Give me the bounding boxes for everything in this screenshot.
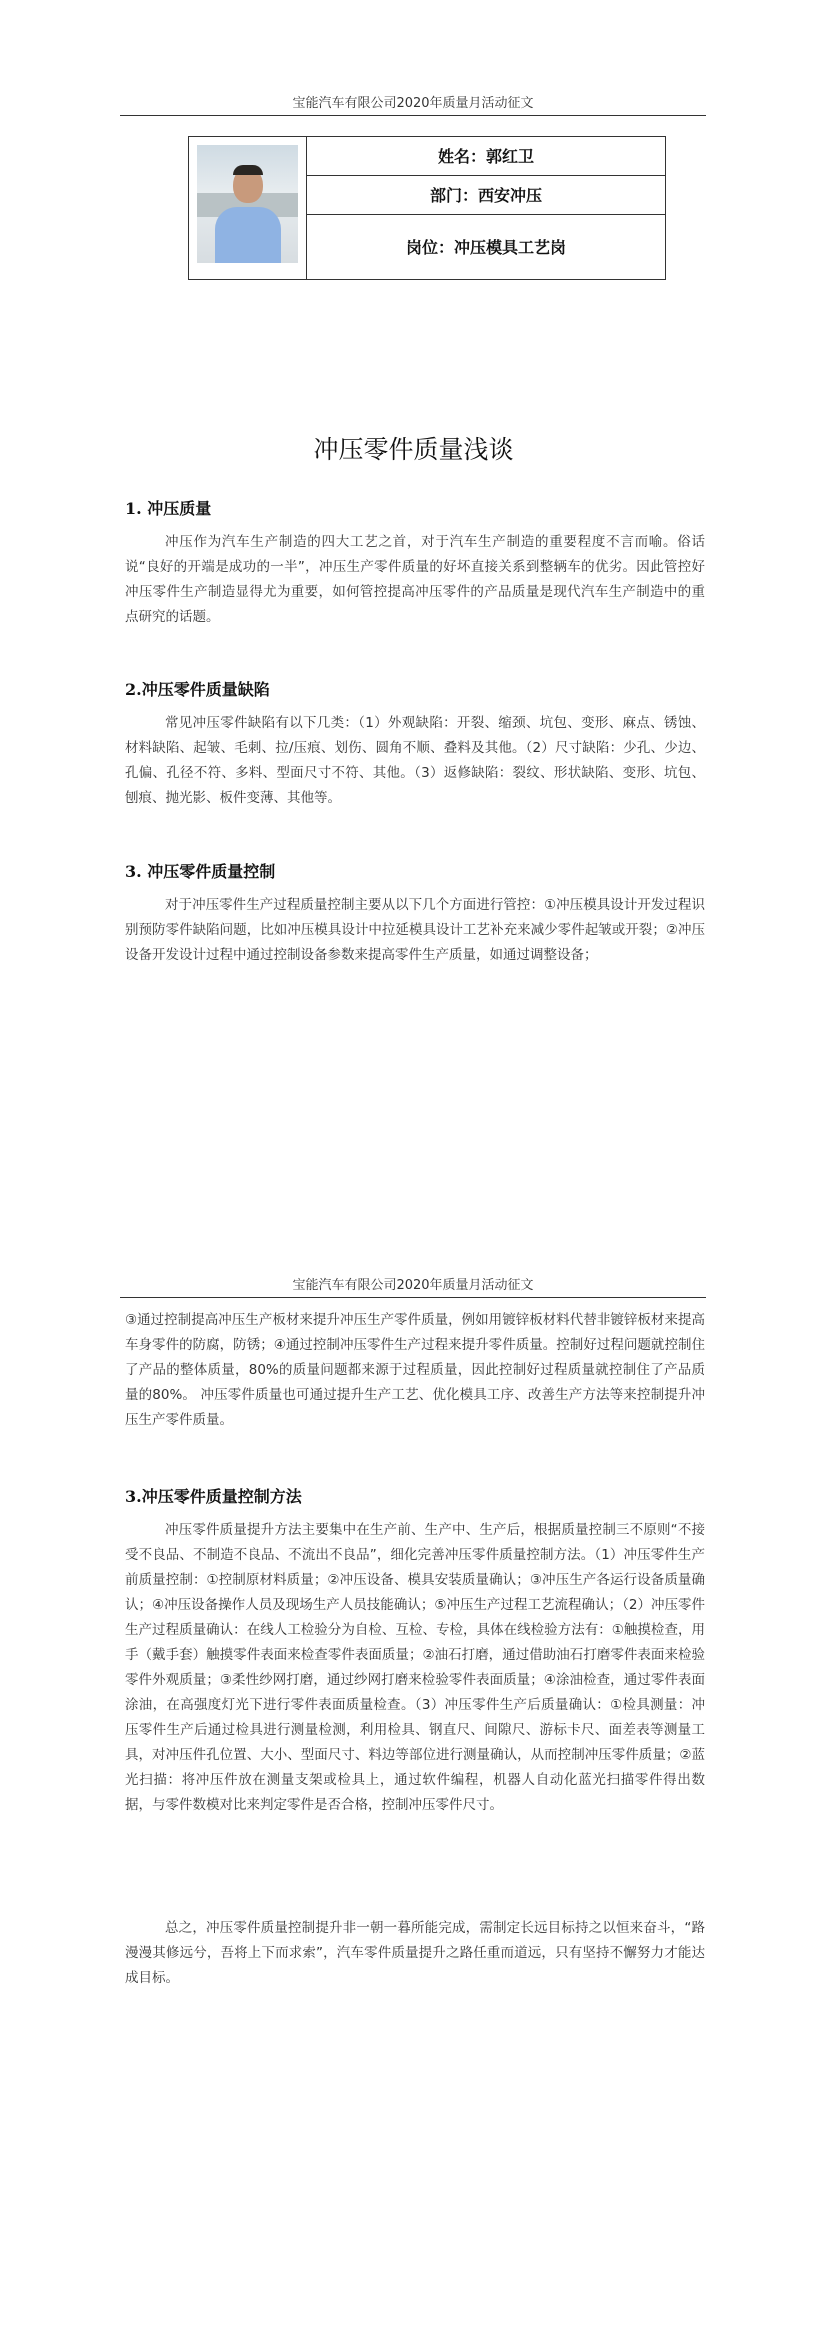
section-1-paragraph: 冲压作为汽车生产制造的四大工艺之首，对于汽车生产制造的重要程度不言而喻。俗话说“良好的开端是成功的一半”，冲压生产零件质量的好坏直接关系到整辆车的优劣。因此管控好冲压零件生产制造显得尤为重要，如何管控提高冲压零件的产品质量是现代汽车生产制造中的重点研究的话题。 [125,534,705,625]
author-position: 岗位：冲压模具工艺岗 [307,214,665,279]
section-2-heading: 2.冲压零件质量缺陷 [125,680,270,699]
section-3-paragraph: 对于冲压零件生产过程质量控制主要从以下几个方面进行管控：①冲压模具设计开发过程识别预防零件缺陷问题，比如冲压模具设计中拉延模具设计工艺补充来减少零件起皱或开裂；②冲压设备开发设计过程中通过控制设备参数来提高零件生产质量，如通过调整设备； [125,897,705,963]
photo-cell [189,137,307,279]
section-4-paragraph: 冲压零件质量提升方法主要集中在生产前、生产中、生产后，根据质量控制三不原则“不接受不良品、不制造不良品、不流出不良品”，细化完善冲压零件质量控制方法。（1）冲压零件生产前质量控制：①控制原材料质量；②冲压设备、模具安装质量确认；③冲压生产各运行设备质量确认；④冲压设备操作人员及现场生产人员技能确认；⑤冲压生产过程工艺流程确认；（2）冲压零件生产过程质量确认：在线人工检验分为自检、互检、专检，具体在线检验方法有：①触摸检查，用手（戴手套）触摸零件表面来检查零件表面质量；②油石打磨，通过借助油石打磨零件表面来检验零件外观质量；③柔性纱网打磨，通过纱网打磨来检验零件表面质量；④涂油检查，通过零件表面涂油，在高强度灯光下进行零件表面质量检查。（3）冲压零件生产后质量确认：①检具测量：冲压零件生产后通过检具进行测量检测，利用检具、钢直尺、间隙尺、游标卡尺、面差表等测量工具，对冲压件孔位置、大小、型面尺寸、料边等部位进行测量确认，从而控制冲压零件质量；②蓝光扫描：将冲压件放在测量支架或检具上，通过软件编程，机器人自动化蓝光扫描零件得出数据，与零件数模对比来判定零件是否合格，控制冲压零件尺寸。 [125,1522,705,1813]
author-info-table [188,136,666,280]
continued-paragraph: ③通过控制提高冲压生产板材来提升冲压生产零件质量，例如用镀锌板材料代替非镀锌板材来提高车身零件的防腐，防锈；④通过控制冲压零件生产过程来提升零件质量。控制好过程问题就控制住了产品的整体质量，80%的质量问题都来源于过程质量，因此控制好过程质量就控制住了产品质量的80%。 冲压零件质量也可通过提升生产工艺、优化模具工序、改善生产方法等来控制提升冲压生产零件质量。 [125,1312,705,1428]
author-photo [197,145,298,263]
running-header: 宝能汽车有限公司2020年质量月活动征文 [120,92,706,116]
section-2-paragraph: 常见冲压零件缺陷有以下几类：（1）外观缺陷：开裂、缩颈、坑包、变形、麻点、锈蚀、材料缺陷、起皱、毛刺、拉/压痕、划伤、圆角不顺、叠料及其他。（2）尺寸缺陷：少孔、少边、孔偏、孔径不符、多料、型面尺寸不符、其他。（3）返修缺陷：裂纹、形状缺陷、变形、坑包、刨痕、抛光影、板件变薄、其他等。 [125,715,705,806]
section-3-heading: 3. 冲压零件质量控制 [125,862,276,881]
running-header: 宝能汽车有限公司2020年质量月活动征文 [120,1274,706,1298]
author-name: 姓名：郭红卫 [437,147,534,167]
section-1-heading: 1. 冲压质量 [125,499,212,518]
author-department: 部门：西安冲压 [307,175,665,214]
article-title: 冲压零件质量浅谈 [313,435,514,464]
info-rows [307,137,665,279]
conclusion-paragraph: 总之，冲压零件质量控制提升非一朝一暮所能完成，需制定长远目标持之以恒来奋斗，“路漫漫其修远兮，吾将上下而求索”，汽车零件质量提升之路任重而道远，只有坚持不懈努力才能达成目标。 [125,1920,705,1986]
page-2 [0,1260,827,2338]
section-4-heading: 3.冲压零件质量控制方法 [125,1487,302,1506]
